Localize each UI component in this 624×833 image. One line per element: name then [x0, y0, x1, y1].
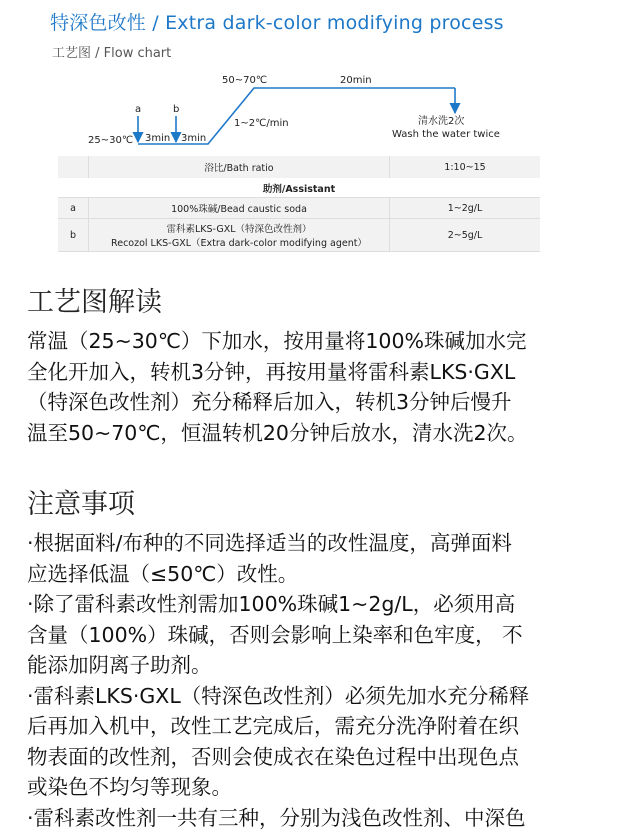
row-key: b	[58, 219, 89, 252]
paragraph-line: ·雷科素LKS·GXL（特深色改性剂）必须先加水充分稀释	[27, 681, 602, 712]
temp-high-label: 50~70℃	[222, 75, 267, 86]
ramp-rate-label: 1~2℃/min	[234, 118, 289, 129]
table-row	[58, 219, 540, 252]
paragraph-line: 或染色不均匀等现象。	[27, 772, 602, 803]
paragraph-line: ·雷科素改性剂一共有三种，分别为浅色改性剂、中深色	[27, 803, 602, 833]
addition-b-label: b	[173, 104, 179, 115]
bath-ratio-label: 浴比/Bath ratio	[89, 156, 390, 178]
wash-en-label: Wash the water twice	[392, 129, 500, 140]
paragraph-line: 物表面的改性剂，否则会使成衣在染色过程中出现色点	[27, 742, 602, 773]
paragraph-line: 温至50~70℃，恒温转机20分钟后放水，清水洗2次。	[27, 418, 602, 449]
paragraph-line: 应选择低温（≤50℃）改性。	[27, 559, 602, 590]
assistant-name-cn: 雷科素LKS-GXL（特深色改性剂）	[89, 221, 389, 235]
paragraph-line: （特深色改性剂）充分稀释后加入，转机3分钟后慢升	[27, 387, 602, 418]
paragraph-line: ·除了雷科素改性剂需加100%珠碱1~2g/L，必须用高	[27, 589, 602, 620]
row-key: a	[58, 198, 89, 219]
assistant-dose: 1~2g/L	[390, 198, 541, 219]
interpretation-paragraph	[27, 326, 602, 448]
notes-heading: 注意事项	[27, 482, 135, 521]
assistant-name-en: Recozol LKS-GXL（Extra dark-color modifying agent）	[89, 235, 389, 249]
step1-time-label: 3min	[145, 133, 170, 144]
paragraph-line: 能添加阴离子助剂。	[27, 650, 602, 681]
flow-chart	[0, 0, 624, 160]
interpretation-heading: 工艺图解读	[27, 280, 162, 319]
paragraph-line: 含量（100%）珠碱，否则会影响上染率和色牢度， 不	[27, 620, 602, 651]
paragraph-line: ·根据面料/布种的不同选择适当的改性温度，高弹面料	[27, 528, 602, 559]
paragraph-line: 全化开加入，转机3分钟，再按用量将雷科素LKS·GXL	[27, 357, 602, 388]
table-row	[58, 156, 540, 178]
bath-ratio-value: 1:10~15	[390, 156, 541, 178]
page-title: 特深色改性 / Extra dark-color modifying process	[50, 8, 504, 35]
table-row	[58, 198, 540, 219]
assistant-header: 助剂/Assistant	[58, 178, 540, 198]
step2-time-label: 3min	[181, 133, 206, 144]
paragraph-line: 常温（25~30℃）下加水，按用量将100%珠碱加水完	[27, 326, 602, 357]
addition-a-label: a	[135, 104, 141, 115]
table-row	[58, 178, 540, 198]
start-temp-label: 25~30℃	[88, 135, 133, 146]
paragraph-line: 后再加入机中，改性工艺完成后，需充分洗净附着在织	[27, 711, 602, 742]
hold-duration-label: 20min	[340, 75, 372, 86]
recipe-table	[58, 156, 540, 252]
assistant-dose: 2~5g/L	[390, 219, 541, 252]
assistant-name: 100%珠碱/Bead caustic soda	[89, 198, 390, 219]
flow-chart-subtitle: 工艺图 / Flow chart	[52, 42, 171, 61]
wash-cn-label: 清水洗2次	[418, 114, 464, 127]
notes-paragraph	[27, 528, 602, 833]
